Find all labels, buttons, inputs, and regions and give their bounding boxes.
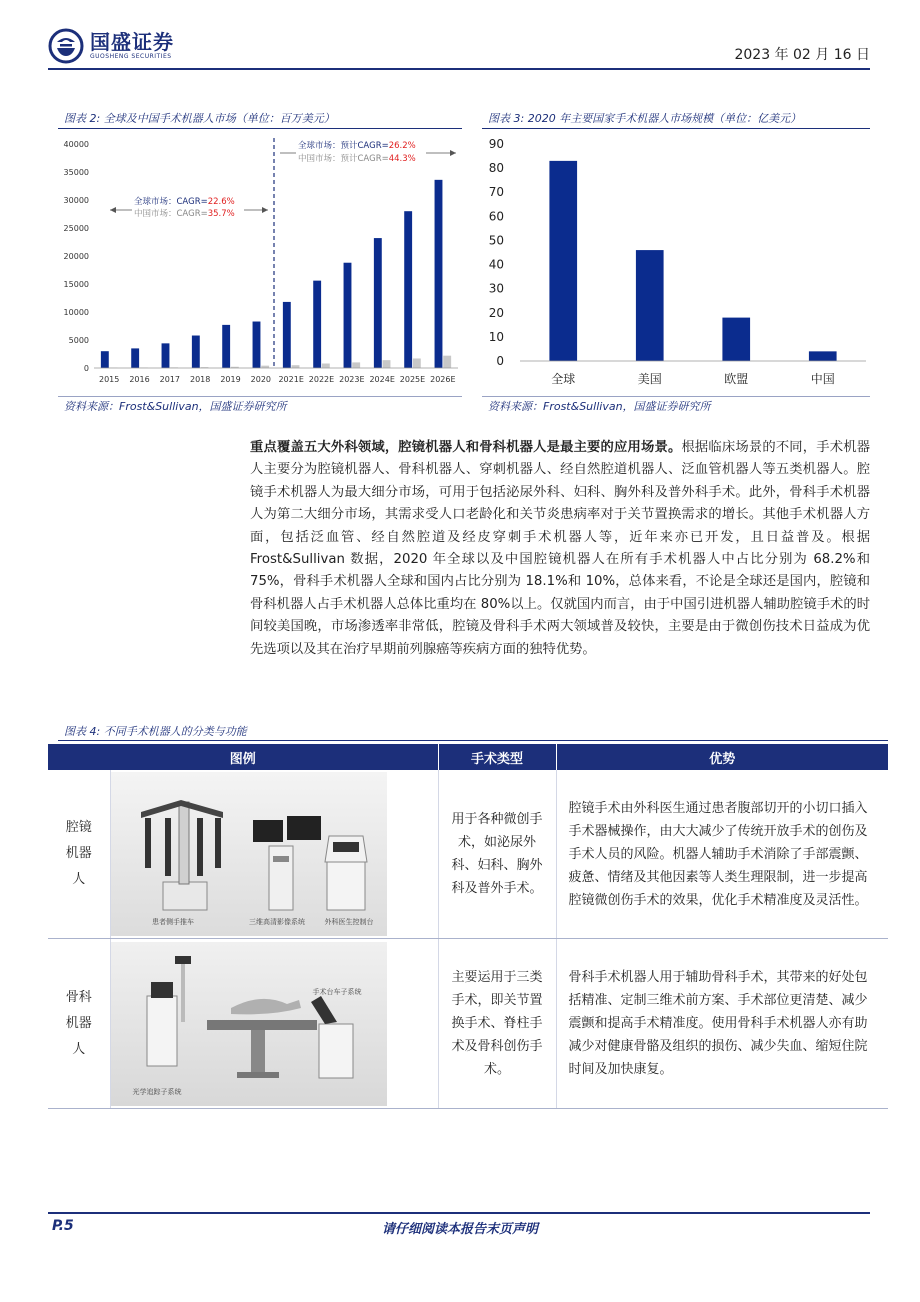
chart2-ytick-label: 0 (496, 354, 504, 368)
img-label-surgeon-console: 外科医生控制台 (324, 918, 373, 926)
chart1-bar-global (344, 263, 352, 368)
laparoscopic-robot-image (111, 772, 387, 936)
global-china-market-chart (58, 132, 462, 394)
chart2-xtick-label: 美国 (637, 372, 662, 386)
surgeon-console-illustration (325, 836, 367, 910)
chart1-bar-global (222, 325, 230, 368)
row-name-laparoscopic: 腔镜机器人 (48, 770, 110, 939)
header-advantage: 优势 (556, 744, 888, 770)
country-market-chart (482, 132, 870, 394)
hist-global-cagr: 全球市场：CAGR=22.6% (134, 197, 235, 207)
chart2-ytick-label: 90 (488, 137, 504, 151)
laparoscopic-robot-image-cell (110, 770, 438, 939)
img-label-vision-system: 三维高清影像系统 (248, 918, 305, 926)
fc-arrow-right-icon (450, 150, 456, 156)
orthopedic-robot-image (111, 942, 387, 1106)
chart1-ytick-label: 5000 (68, 336, 89, 345)
surgery-type-laparoscopic: 用于各种微创手术，如泌尿外科、妇科、胸外科及普外手术。 (438, 770, 556, 939)
hist-china-cagr: 中国市场：CAGR=35.7% (134, 209, 235, 219)
chart1-bar-global (374, 238, 382, 368)
header-legend: 图例 (48, 744, 438, 770)
chart1-bar-china (443, 356, 451, 368)
img-label-optical-tracking: 光学追踪子系统 (132, 1087, 181, 1096)
chart2-ytick-label: 20 (488, 305, 504, 320)
chart2-bar (549, 161, 577, 361)
img-label-patient-cart: 患者侧手推车 (151, 918, 194, 926)
chart1-xtick-label: 2018 (189, 375, 211, 384)
figure4-top-rule (58, 740, 888, 741)
fc-china-cagr: 中国市场：预计CAGR=44.3% (298, 154, 416, 164)
chart1-ytick-label: 40000 (63, 140, 89, 149)
chart2-xtick-label: 全球 (551, 372, 576, 386)
chart1-bar-china (352, 362, 360, 368)
chart1-ytick-label: 0 (83, 364, 89, 373)
advantage-laparoscopic: 腔镜手术由外科医生通过患者腹部切开的小切口插入手术器械操作，由大大减少了传统开放手术的创伤及手术人员的风险。机器人辅助手术消除了手部震颤、疲惫、情绪及其他因素等人类生理限制，进一步提高腔镜微创伤手术的效果，优化手术精准度及灵活性。 (556, 770, 888, 939)
advantage-orthopedic: 骨科手术机器人用于辅助骨科手术，其带来的好处包括精准、定制三维术前方案、手术部位更清楚、减少震颤和提高手术精准度。使用骨科手术机器人亦有助减少对健康骨骼及组织的损伤、减少失血、缩短住院时间及加快康复。 (556, 939, 888, 1109)
hist-arrow-right-icon (262, 207, 268, 213)
chart1-xtick-label: 2023E (339, 375, 365, 384)
orthopedic-robot-image-cell (110, 939, 438, 1109)
chart1-bar-global (283, 302, 291, 368)
logo-english-name: GUOSHENG SECURITIES (90, 53, 172, 60)
robot-classification-table (48, 744, 888, 1109)
row-name-orthopedic: 骨科机器人 (48, 939, 110, 1109)
figure3-bottom-rule (482, 396, 870, 397)
chart1-xtick-label: 2015 (98, 375, 120, 384)
chart1-bar-global (131, 348, 139, 368)
figure4-caption: 图表 4: 不同手术机器人的分类与功能 (64, 725, 247, 738)
disclaimer-note: 请仔细阅读本报告末页声明 (381, 1222, 538, 1237)
chart2-bar (636, 250, 664, 361)
page-header (48, 28, 870, 70)
chart2-xtick-label: 欧盟 (724, 372, 749, 386)
chart1-bar-global (101, 351, 109, 368)
logo-chinese-name: 国盛证券 (90, 30, 174, 54)
chart1-ytick-label: 20000 (63, 252, 89, 261)
chart1-xtick-label: 2017 (159, 375, 181, 384)
chart1-bar-global (404, 211, 412, 368)
chart1-ytick-label: 25000 (63, 224, 89, 233)
table-row (48, 770, 888, 939)
chart1-ytick-label: 30000 (63, 196, 89, 205)
chart2-ytick-label: 30 (488, 281, 504, 296)
hist-arrow-left-icon (110, 207, 116, 213)
chart1-bar-global (313, 281, 321, 368)
figure2-caption: 图表 2: 全球及中国手术机器人市场（单位：百万美元） (64, 112, 335, 125)
chart1-xtick-label: 2016 (129, 375, 150, 384)
chart1-bar-china (322, 364, 330, 368)
figure3-caption: 图表 3: 2020 年主要国家手术机器人市场规模（单位：亿美元） (488, 112, 802, 125)
chart1-ytick-label: 35000 (63, 168, 89, 177)
body-paragraph (250, 437, 870, 661)
chart1-xtick-label: 2022E (308, 375, 335, 384)
figure2-top-rule (58, 128, 462, 129)
paragraph-body: 根据临床场景的不同，手术机器人主要分为腔镜机器人、骨科机器人、穿刺机器人、经自然腔道机器人、泛血管机器人等五类机器人。腔镜手术机器人为最大细分市场，可用于包括泌尿外科、妇科、胸外科及普外科手术。此外，骨科手术机器人为第二大细分市场，其需求受人口老龄化和关节炎患病率对于关节置换需求的增长。其他手术机器人方面，包括泛血管、经自然腔道及经皮穿刺手术机器人等，近年来亦已开发，且日益普及。根据 Frost&Sullivan 数据，2020 年全球以及中国腔镜机器人在所有手术机器人中占比分别为 68.2%和 75%，骨科手术机器人全球和国内占比分别为 18.1%和 10%，总体来看，不论是全球还是国内，腔镜和骨科机器人占手术机器人总体比重均在 80%以上。仅就国内而言，由于中国引进机器人辅助腔镜手术的时间较美国晚，市场渗透率非常低，腔镜及骨科手术两大领域普及较快，主要是由于微创伤技术日益成为优先选项以及其在治疗早期前列腺癌等疾病方面的独特优势。 (250, 440, 871, 657)
img-label-surgical-cart: 手术台车子系统 (312, 987, 361, 996)
table-row (48, 939, 888, 1109)
page-number: P.5 (52, 1218, 74, 1234)
chart1-bar-global (162, 343, 170, 368)
chart1-xtick-label: 2020 (250, 375, 272, 384)
table-header-row (48, 744, 888, 770)
chart1-xtick-label: 2024E (369, 375, 395, 384)
chart2-bar (722, 318, 750, 361)
header-surgery-type: 手术类型 (438, 744, 556, 770)
paragraph-lead: 重点覆盖五大外科领域，腔镜机器人和骨科机器人是最主要的应用场景。 (250, 440, 682, 455)
chart2-ytick-label: 60 (488, 209, 504, 224)
figure3-source: 资料来源：Frost&Sullivan，国盛证券研究所 (488, 400, 711, 413)
company-logo (48, 28, 174, 64)
chart1-ytick-label: 10000 (63, 308, 89, 317)
chart1-bar-global (192, 336, 200, 368)
figure2-source: 资料来源：Frost&Sullivan，国盛证券研究所 (64, 400, 287, 413)
chart2-ytick-label: 10 (488, 329, 504, 344)
fc-global-cagr: 全球市场：预计CAGR=26.2% (298, 141, 416, 151)
guosheng-logo-icon (48, 28, 84, 64)
chart2-xtick-label: 中国 (810, 372, 835, 386)
chart1-xtick-label: 2019 (220, 375, 241, 384)
chart1-bar-global (253, 322, 261, 368)
chart1-xtick-label: 2021E (278, 375, 304, 384)
report-date: 2023 年 02 月 16 日 (734, 47, 870, 63)
surgery-type-orthopedic: 主要运用于三类手术，即关节置换手术、脊柱手术及骨科创伤手术。 (438, 939, 556, 1109)
figure3-top-rule (482, 128, 870, 129)
chart2-bar (809, 351, 837, 361)
chart1-bar-china (383, 360, 391, 368)
chart2-ytick-label: 80 (488, 161, 504, 176)
chart1-xtick-label: 2025E (399, 375, 426, 384)
chart1-bar-china (292, 365, 300, 368)
chart2-ytick-label: 70 (488, 185, 504, 200)
figure2-bottom-rule (58, 396, 462, 397)
chart1-bar-global (435, 180, 443, 368)
header-divider (48, 68, 870, 70)
footer-divider (48, 1212, 870, 1214)
chart1-bar-china (413, 358, 421, 368)
chart2-ytick-label: 40 (488, 257, 504, 272)
chart1-ytick-label: 15000 (63, 280, 89, 289)
chart1-xtick-label: 2026E (430, 375, 456, 384)
chart2-ytick-label: 50 (488, 233, 504, 248)
